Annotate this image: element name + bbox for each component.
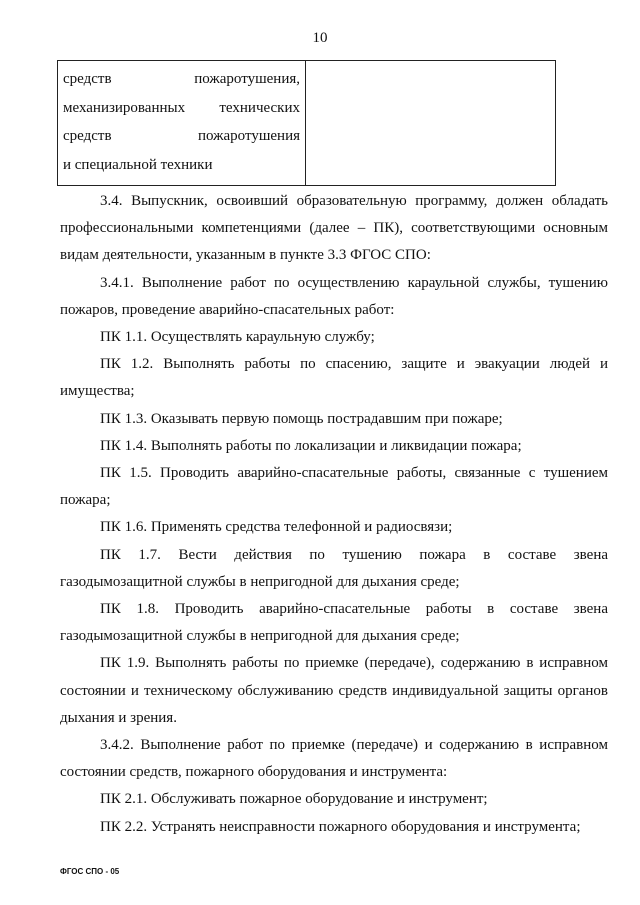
paragraph: ПК 1.8. Проводить аварийно-спасательные работы в составе звена газодымозащитной службы в непригодной для дыхания среде; — [60, 601, 608, 645]
table-cell-right — [306, 61, 556, 186]
table-cell-line: средств пожаротушения, — [63, 71, 300, 87]
paragraph: 3.4.2. Выполнение работ по приемке (передаче) и содержанию в исправном состоянии средств, пожарного оборудования и инструмента: — [60, 737, 608, 781]
paragraph: ПК 1.3. Оказывать первую помощь пострадавшим при пожаре; — [100, 410, 503, 427]
page-number: 10 — [312, 30, 328, 46]
continued-table — [57, 60, 556, 186]
document-body — [60, 188, 608, 841]
table-cell-line: механизированных технических — [63, 99, 300, 116]
page-footer: ФГОС СПО - 05 — [60, 867, 120, 876]
paragraph: ПК 1.4. Выполнять работы по локализации и ликвидации пожара; — [100, 437, 522, 454]
paragraph: ПК 2.2. Устранять неисправности пожарного оборудования и инструмента; — [100, 818, 581, 835]
paragraph: 3.4.1. Выполнение работ по осуществлению караульной службы, тушению пожаров, проведение аварийно-спасательных работ: — [60, 274, 608, 318]
paragraph: ПК 1.2. Выполнять работы по спасению, защите и эвакуации людей и имущества; — [60, 356, 608, 400]
paragraph: ПК 2.1. Обслуживать пожарное оборудование и инструмент; — [100, 791, 488, 808]
paragraph: ПК 1.7. Вести действия по тушению пожара в составе звена газодымозащитной службы в непригодной для дыхания среде; — [60, 546, 608, 590]
paragraph: ПК 1.9. Выполнять работы по приемке (передаче), содержанию в исправном состоянии и техническому обслуживанию средств индивидуальной защиты органов дыхания и зрения. — [60, 655, 608, 726]
table-cell-line: средств пожаротушения — [63, 128, 300, 144]
table-cell-line: и специальной техники — [63, 156, 213, 173]
paragraph: 3.4. Выпускник, освоивший образовательную программу, должен обладать профессиональными компетенциями (далее – ПК), соответствующими основным видам деятельности, указанным в пункте 3.3 ФГОС СПО: — [60, 193, 608, 264]
paragraph: ПК 1.5. Проводить аварийно-спасательные работы, связанные с тушением пожара; — [60, 465, 608, 509]
paragraph: ПК 1.1. Осуществлять караульную службу; — [100, 329, 375, 346]
table-row — [58, 61, 556, 186]
paragraph: ПК 1.6. Применять средства телефонной и радиосвязи; — [100, 519, 453, 536]
table-cell-left — [58, 61, 306, 186]
